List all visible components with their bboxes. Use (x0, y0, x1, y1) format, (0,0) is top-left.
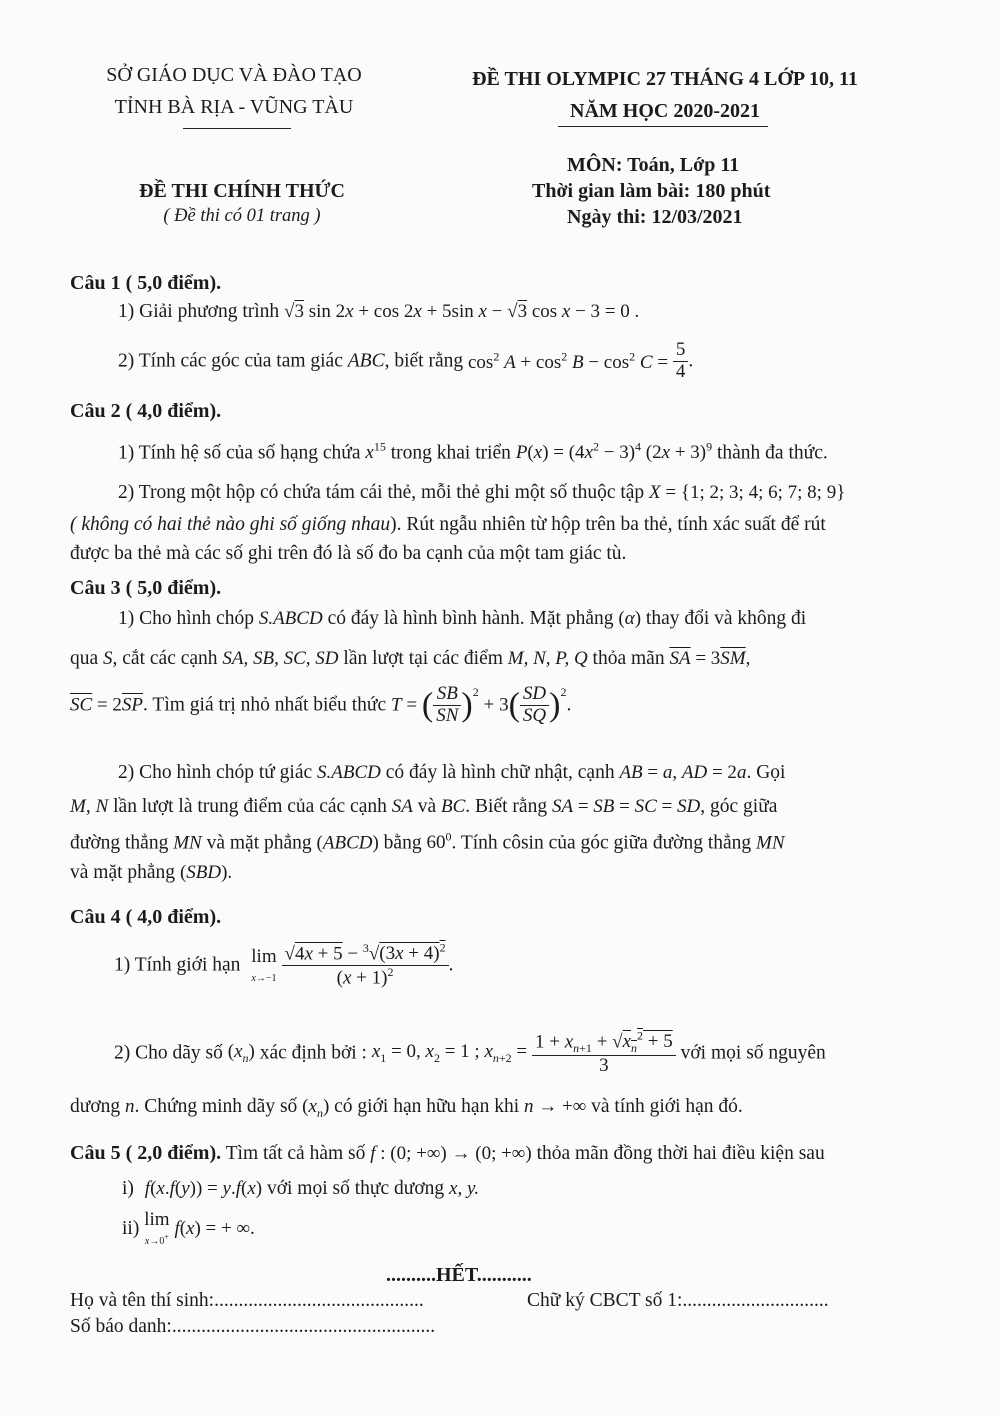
q3-p1-h: . Tìm giá trị nhỏ nhất biểu thức (143, 694, 387, 716)
q4-p2-c: với mọi số nguyên (680, 1042, 826, 1064)
q3-p1-g: thỏa mãn (592, 648, 665, 669)
q4-p2-a: 2) Cho dãy số (114, 1042, 223, 1064)
q1-triangle: ABC (347, 350, 385, 372)
q3-p2-c: . Gọi (746, 762, 786, 783)
q2-polynomial: $P(x) = (4x^2 - 3)^4$ $(2x + 3)^9$ (515, 440, 713, 464)
q4-p2-g: và tính giới hạn đó. (591, 1096, 743, 1117)
q3-p1-e: , cắt các cạnh (112, 648, 218, 669)
q3-part1-line1: 1) Cho hình chóp S.ABCD có đáy là hình bình hành. Mặt phẳng (α) thay đổi và không đi (118, 608, 807, 629)
q2-part2-text: 2) Trong một hộp có chứa tám cái thẻ, mỗi thẻ ghi một số thuộc tập (118, 482, 645, 503)
q2-part1-text-a: 1) Tính hệ số của số hạng chứa (118, 442, 361, 464)
q5-ii-label: ii) (122, 1218, 140, 1239)
q3-p2-k: . Tính côsin của góc giữa đường thẳng (451, 832, 752, 854)
q4-p2-e: . Chứng minh dãy số (134, 1096, 298, 1117)
q4-p2-b: xác định bởi : (259, 1042, 367, 1064)
q3-p2-d: lần lượt là trung điểm của các cạnh (113, 796, 387, 817)
q2-set: X = {1; 2; 3; 4; 6; 7; 8; 9} (649, 482, 846, 503)
q4-recurrence: $\frac{1 + x_{n+1} + √x_n^2 + 5}{3}$ (532, 1030, 676, 1077)
q3-part1-line2: qua S, cắt các cạnh SA, SB, SC, SD lần lượt tại các điểm M, N, P, Q thỏa mãn $\overline{SA} = 3\overline{SM}$, (70, 648, 751, 669)
q3-p2-i: và mặt phẳng (206, 832, 312, 854)
q3-part1-line3: $\overline{SC} = 2\overline{SP}$. Tìm giá trị nhỏ nhất biểu thức T = ( $\frac{SB}{SN}$ )$^2$ + 3( $\frac{SD}{SQ}$ )$^2$. (70, 683, 572, 726)
q3-p2-a: 2) Cho hình chóp tứ giác (118, 762, 313, 783)
q2-part2-text2: ). Rút ngẫu nhiên từ hộp trên ba thẻ, tính xác suất để rút (390, 514, 826, 535)
q3-vector-cond1: $\overline{SA} = 3\overline{SM}$, (669, 648, 751, 669)
q3-p1-f: lần lượt tại các điểm (343, 648, 503, 669)
q2-part2-line1 (118, 482, 845, 504)
q3-part2-line3: đường thẳng MN và mặt phẳng (ABCD) bằng $60^0$. Tính côsin của góc giữa đường thẳng MN (70, 830, 785, 854)
school-year: NĂM HỌC 2020-2021 (570, 100, 760, 122)
q5-condition-i: i) f(x.f(y)) = y.f(x) với mọi số thực dương x, y. (122, 1178, 480, 1199)
q3-p2-g: , góc giữa (700, 796, 778, 817)
q4-initial: $x_1 = 0$, $x_2 = 1$ ; $x_{n+2}$ = (371, 1041, 528, 1065)
q3-vector-cond2: $\overline{SC} = 2\overline{SP}$ (70, 694, 144, 716)
pages-note: ( Đề thi có 01 trang ) (163, 206, 321, 226)
end-marker: ..........HẾT........... (386, 1264, 532, 1286)
candidate-name-field: Họ và tên thí sinh:........................................... (70, 1290, 424, 1311)
q5-functional-eq: f(x.f(y)) = y.f(x) (144, 1178, 263, 1199)
q5-intro (70, 1142, 825, 1165)
q3-expression: T = (390, 694, 418, 716)
q1-cos-equation: $\cos^2 A + \cos^2 B - \cos^2 C$ = (467, 349, 669, 373)
q2-title: Câu 2 ( 4,0 điểm). (70, 400, 222, 422)
q1-title: Câu 1 ( 5,0 điểm). (70, 272, 222, 294)
q3-p2-j: bằng (383, 832, 422, 854)
exam-title: ĐỀ THI OLYMPIC 27 THÁNG 4 LỚP 10, 11 (472, 68, 858, 90)
header-underline-left (183, 128, 291, 129)
exam-date: Ngày thi: 12/03/2021 (567, 206, 743, 228)
q1-equation: √3 sin 2x + cos 2x + 5sin x − √3 cos x − 3 = 0 . (284, 301, 640, 322)
q5-intro-b: thỏa mãn đồng thời hai điều kiện sau (536, 1143, 825, 1164)
dept-name: SỞ GIÁO DỤC VÀ ĐÀO TẠO (106, 64, 362, 86)
q5-function: f : (0; +∞) → (0; +∞) (370, 1143, 532, 1164)
q3-p2-f: . Biết rằng (465, 796, 548, 817)
q4-part2-line1: 2) Cho dãy số $(x_n)$ xác định bởi : $x_1 = 0$, $x_2 = 1$ ; $x_{n+2}$ = $\frac{1 + x_{n+1} + √x_n^2 + 5}{3}$ với mọi số nguyên (114, 1029, 826, 1077)
q1-part2-label: 2) Tính các góc của tam giác (118, 350, 343, 372)
q5-i-label: i) (122, 1178, 134, 1199)
q4-limit-fraction: $\frac{√4x + 5 - ^3√(3x + 4)^2}{(x + 1)^2}$ (282, 942, 449, 989)
q3-part2-line1: 2) Cho hình chóp tứ giác S.ABCD có đáy là hình chữ nhật, cạnh AB = a, AD = 2a. Gọi (118, 762, 786, 783)
q2-part2-line2 (70, 514, 826, 536)
q2-part1-text-c: thành đa thức. (716, 442, 828, 464)
candidate-id-field: Số báo danh:...................................................... (70, 1316, 436, 1337)
q3-part2-line4: và mặt phẳng (SBD). (70, 862, 233, 883)
q2-term: $x^{15}$ (365, 440, 386, 464)
q3-p2-e: và (417, 796, 437, 817)
q4-p2-f: có giới hạn hữu hạn khi (334, 1096, 520, 1117)
q3-p1-d: qua (70, 648, 99, 669)
q4-p2-d: dương (70, 1096, 121, 1117)
exam-time: Thời gian làm bài: 180 phút (532, 180, 771, 202)
header-underline-right (558, 126, 768, 127)
q4-part1-label: 1) Tính giới hạn (114, 954, 241, 976)
q2-part2-note: ( không có hai thẻ nào ghi số giống nhau (70, 514, 391, 535)
province-name: TỈNH BÀ RỊA - VŨNG TÀU (114, 96, 354, 118)
official-label: ĐỀ THI CHÍNH THỨC (139, 180, 345, 202)
q5-i-text: với mọi số thực dương (266, 1178, 445, 1199)
q4-part1: 1) Tính giới hạn lim x→−1 $\frac{√4x + 5 - ^3√(3x + 4)^2}{(x + 1)^2}$ . (114, 941, 454, 989)
q2-part2-line3: được ba thẻ mà các số ghi trên đó là số đo ba cạnh của một tam giác tù. (70, 543, 627, 564)
q5-condition-ii: ii) lim x→0+ f(x) = + ∞. (122, 1209, 255, 1247)
q3-p1-a: 1) Cho hình chóp (118, 608, 254, 629)
q2-part1 (118, 440, 828, 464)
q4-title: Câu 4 ( 4,0 điểm). (70, 906, 222, 928)
q3-title: Câu 3 ( 5,0 điểm). (70, 577, 222, 599)
q1-part1 (118, 301, 639, 323)
q2-part1-text-b: trong khai triển (390, 442, 511, 464)
q1-part2: 2) Tính các góc của tam giác ABC, biết rằng $\cos^2 A + \cos^2 B - \cos^2 C$ = $\frac{5}{4}$ . (118, 339, 694, 382)
q3-p2-l: và mặt phẳng (70, 862, 176, 883)
q3-p2-h: đường thẳng (70, 832, 169, 854)
q3-p1-c: thay đổi và không đi (645, 608, 807, 629)
q1-fraction-5-4: $\frac{5}{4}$ (673, 340, 689, 383)
supervisor-signature-field: Chữ ký CBCT số 1:.............................. (527, 1290, 829, 1311)
q5-intro-a: Tìm tất cả hàm số (225, 1143, 366, 1164)
q1-part2-mid: , biết rằng (384, 350, 464, 372)
q4-part2-line2: dương n. Chứng minh dãy số $(x_n)$ có giới hạn hữu hạn khi n → +∞ và tính giới hạn đó. (70, 1096, 743, 1120)
q5-limit: f(x) = + ∞. (174, 1218, 255, 1239)
q4-limit: lim x→−1 (251, 945, 277, 984)
subject: MÔN: Toán, Lớp 11 (567, 154, 740, 176)
q1-part1-label: 1) Giải phương trình (118, 301, 280, 322)
q3-p2-b: có đáy là hình chữ nhật, cạnh (385, 762, 615, 783)
q5-title: Câu 5 ( 2,0 điểm). (70, 1142, 222, 1164)
q3-p1-b: có đáy là hình bình hành. Mặt phẳng (327, 608, 614, 629)
q3-part2-line2: M, N lần lượt là trung điểm của các cạnh SA và BC. Biết rằng SA = SB = SC = SD, góc giữa (70, 796, 778, 817)
